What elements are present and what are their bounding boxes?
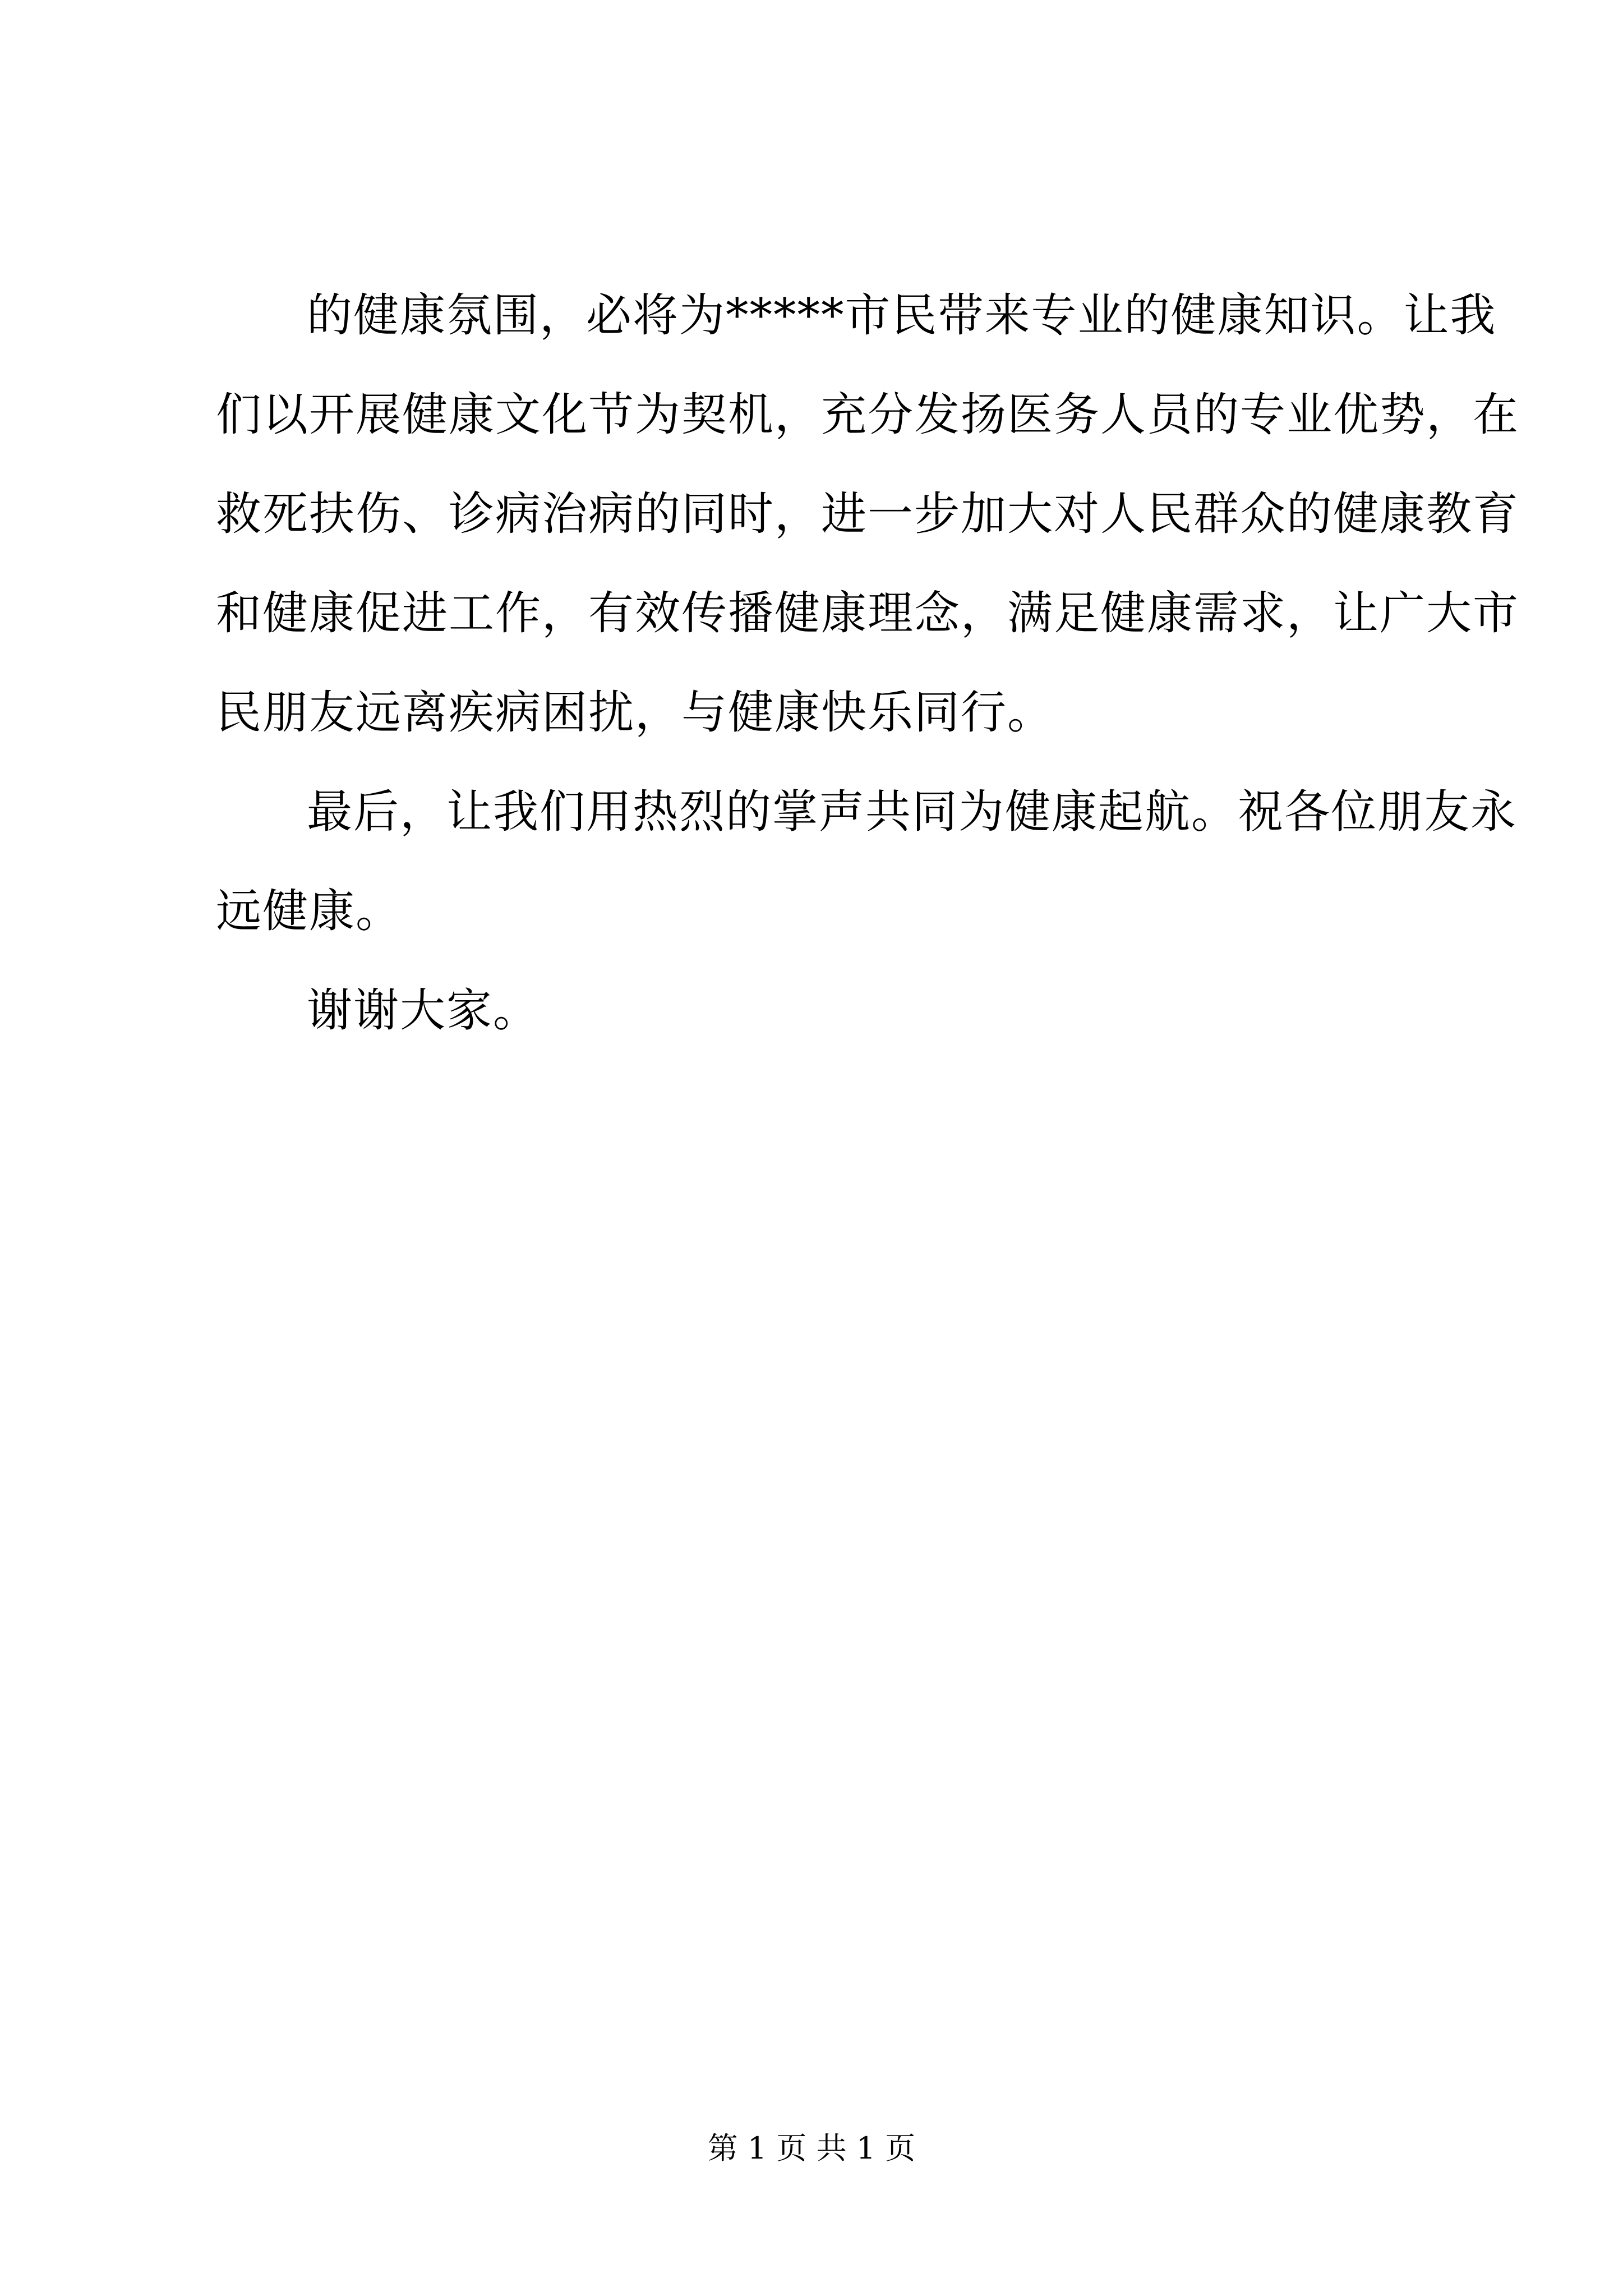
paragraph-2: [216, 763, 1518, 961]
paragraph-line: 的健康氛围，必将为*****市民带来专业的健康知识。让我: [307, 289, 1497, 342]
paragraph-1: [216, 266, 1520, 763]
paragraph-line: 们以开展健康文化节为契机，充分发扬医务人员的专业优势，在: [216, 389, 1520, 441]
paragraph-line: 民朋友远离疾病困扰，与健康快乐同行。: [216, 687, 1054, 739]
paragraph-line: 和健康促进工作，有效传播健康理念，满足健康需求，让广大市: [216, 587, 1520, 640]
page-footer: 第 1 页 共 1 页: [707, 2131, 916, 2166]
paragraph-line: 最后，让我们用热烈的掌声共同为健康起航。祝各位朋友永: [307, 786, 1518, 839]
paragraph-line: 谢谢大家。: [307, 984, 540, 1037]
paragraph-line: 救死扶伤、诊病治病的同时，进一步加大对人民群众的健康教育: [216, 488, 1520, 541]
paragraph-3: [216, 961, 1408, 1061]
paragraph-line: 远健康。: [216, 885, 403, 938]
document-body: [216, 266, 1520, 1061]
